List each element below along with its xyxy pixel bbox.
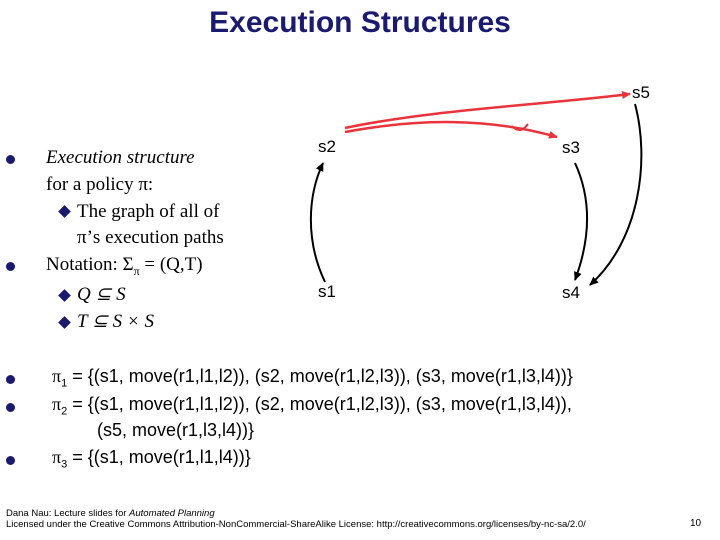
edge-s3-s4: [575, 163, 587, 280]
edge-s1-s2: [311, 163, 325, 282]
footer-line-1: [6, 508, 586, 519]
page-number: 10: [690, 518, 702, 529]
policy-pi2: [52, 394, 572, 418]
footer-credits: [6, 508, 586, 530]
footer-prefix: Dana Nau: Lecture slides for: [6, 508, 130, 519]
policy-pi3: [52, 447, 251, 471]
pi2-sub: 2: [61, 405, 68, 418]
bullet-dot: [6, 262, 15, 271]
sub-bullet-graph: The graph of all of: [77, 201, 220, 222]
sub-bullet-graph-cont: π’s execution paths: [77, 227, 224, 248]
bullet-execution-structure: Execution structure: [46, 147, 195, 168]
notation-tail: = (Q,T): [139, 254, 203, 275]
node-s4: s4: [562, 283, 580, 302]
node-s2: s2: [318, 137, 336, 156]
bullet-dot: [6, 456, 15, 465]
edge-s5-s4: [590, 104, 641, 285]
node-s5: s5: [632, 83, 650, 102]
node-s1: s1: [318, 282, 336, 301]
pi3-symbol: π: [52, 447, 62, 467]
sub-bullet-t-subset: T ⊆ S × S: [77, 311, 154, 332]
node-s3: s3: [562, 138, 580, 157]
pi2-symbol: π: [52, 394, 62, 414]
footer-book-title: Automated Planning: [129, 508, 215, 519]
sub-bullet-q-subset: Q ⊆ S: [77, 284, 126, 305]
pi3-sub: 3: [61, 458, 68, 471]
policy-pi1: [52, 366, 573, 390]
pi1-text: = {(s1, move(r1,l1,l2)), (s2, move(r1,l2,l3)), (s3, move(r1,l3,l4))}: [67, 366, 573, 386]
pi3-text: = {(s1, move(r1,l1,l4))}: [67, 447, 251, 467]
bullet-execution-structure-cont: for a policy π:: [46, 174, 154, 195]
footer-license: Licensed under the Creative Commons Attribution-NonCommercial-ShareAlike License: http://creativecommons.org/licenses/by-nc-sa/2.0/: [6, 519, 586, 530]
pi2-text: = {(s1, move(r1,l1,l2)), (s2, move(r1,l2,l3)), (s3, move(r1,l3,l4)),: [67, 394, 572, 414]
bullet-dot: [6, 375, 15, 384]
policy-pi2-cont: (s5, move(r1,l3,l4))}: [97, 420, 255, 440]
bullet-dot: [6, 403, 15, 412]
edge-s2-s3: [345, 122, 557, 137]
pi1-sub: 1: [61, 377, 68, 390]
bullet-notation: [46, 254, 203, 279]
notation-prefix: Notation: Σ: [46, 254, 134, 275]
bullet-dot: [6, 155, 15, 164]
notation-sub: π: [133, 263, 140, 278]
slide-title: Execution Structures: [209, 6, 511, 39]
pi1-symbol: π: [52, 366, 62, 386]
